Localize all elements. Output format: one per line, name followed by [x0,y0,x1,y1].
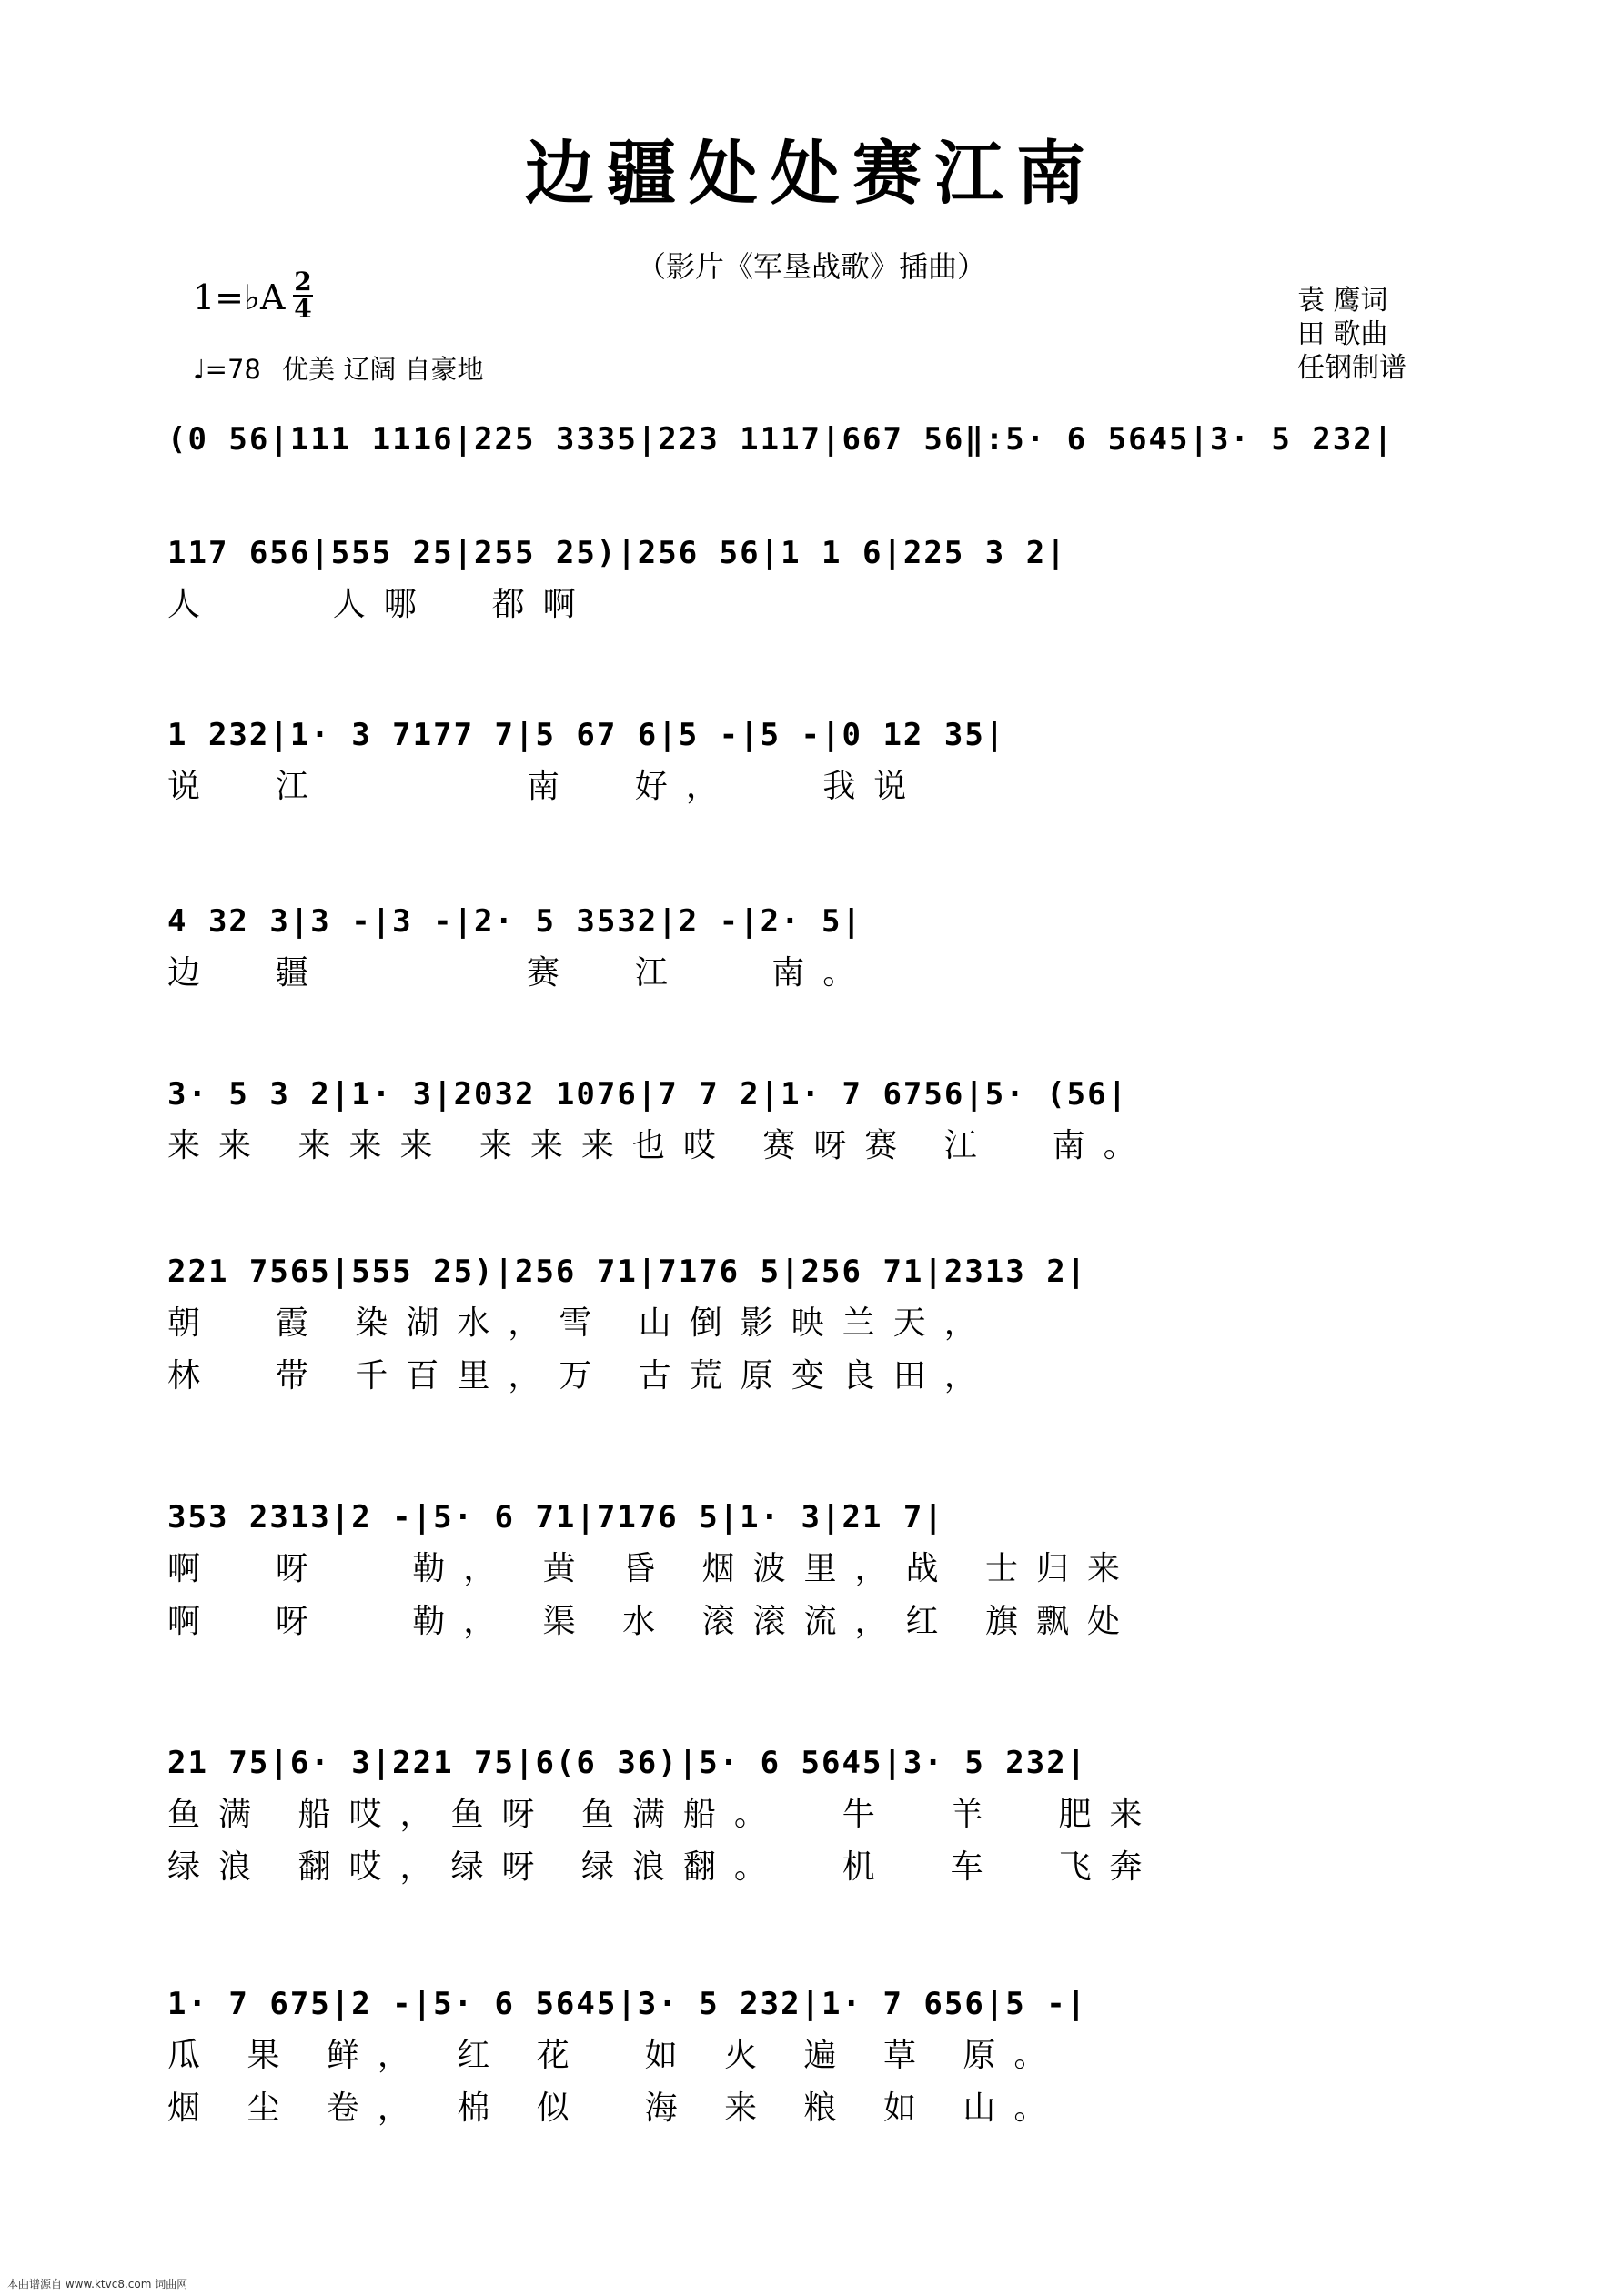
staff-lyrics-1: 来来 来来来 来来来也哎 赛呀赛 江 南。 [167,1127,1154,1164]
staff-lyrics-1: 瓜 果 鲜， 红 花 如 火 遍 草 原。 [167,2037,1065,2074]
staff-6 [167,1246,1487,1403]
meter-top: 2 [294,267,312,297]
staff-notes: 117 656|555 25|255 25)|256 56|1 1 6|225 3 2| [167,535,1067,571]
key-signature: 1=♭A [193,277,286,317]
staff-lyrics-1: 人 人哪 都啊 [167,586,594,623]
staff-5 [167,1069,1487,1173]
staff-lyrics-1: 朝 霞 染湖水，雪 山倒影映兰天， [167,1304,995,1342]
staff-9 [167,1979,1487,2135]
staff-notes: (0 56|111 1116|225 3335|223 1117|667 56‖:5· 6 5645|3· 5 232| [167,421,1395,458]
staff-notes: 21 75|6· 3|221 75|6(6 36)|5· 6 5645|3· 5 232| [167,1745,1088,1781]
staff-8 [167,1737,1487,1894]
staff-4 [167,896,1487,1000]
staff-notes: 1· 7 675|2 -|5· 6 5645|3· 5 232|1· 7 656|5 -| [167,1986,1088,2022]
staff-1 [167,414,1487,518]
staff-lyrics-2: 啊 呀 勒， 渠 水 滚滚流，红 旗飘处 [167,1603,1138,1640]
credits [1297,284,1406,385]
staff-lyrics-1 [167,465,1487,518]
meter-bottom: 4 [294,294,312,324]
staff-2 [167,528,1487,631]
staff-lyrics-1: 鱼满 船哎，鱼呀 鱼满船。 牛 羊 肥来 [167,1796,1161,1833]
credit-transcriber: 任钢制谱 [1297,352,1406,384]
source-footer: 本曲谱源自 www.ktvc8.com 词曲网 [7,2278,188,2291]
staff-7 [167,1492,1487,1648]
tempo-mark: ♩=78 [193,354,261,385]
staff-lyrics-1: 说 江 南 好， 我说 [167,768,925,805]
staff-notes: 4 32 3|3 -|3 -|2· 5 3532|2 -|2· 5| [167,903,862,940]
credit-composer: 田 歌曲 [1297,318,1388,350]
staff-lyrics-1: 边 疆 赛 江 南。 [167,954,874,992]
song-subtitle: （影片《军垦战歌》插曲） [636,249,986,284]
tempo-marking [193,349,497,387]
time-signature [293,269,313,322]
staff-notes: 3· 5 3 2|1· 3|2032 1076|7 7 2|1· 7 6756|5· (56| [167,1076,1129,1113]
staff-lyrics-2: 绿浪 翻哎，绿呀 绿浪翻。 机 车 飞奔 [167,1848,1161,1886]
tempo-expression: 优美 辽阔 自豪地 [282,354,484,385]
staff-notes: 221 7565|555 25)|256 71|7176 5|256 71|2313 2| [167,1254,1088,1290]
staff-notes: 1 232|1· 3 7177 7|5 67 6|5 -|5 -|0 12 35| [167,717,1006,753]
staff-lyrics-1: 啊 呀 勒， 黄 昏 烟波里，战 士归来 [167,1550,1138,1587]
staff-lyrics-2: 林 带 千百里，万 古荒原变良田， [167,1357,995,1395]
credit-lyricist: 袁 鹰词 [1297,285,1388,317]
staff-3 [167,710,1487,813]
song-title: 边疆处处赛江南 [525,133,1098,214]
staff-notes: 353 2313|2 -|5· 6 71|7176 5|1· 3|21 7| [167,1499,944,1536]
staff-lyrics-2: 烟 尘 卷， 棉 似 海 来 粮 如 山。 [167,2090,1065,2127]
